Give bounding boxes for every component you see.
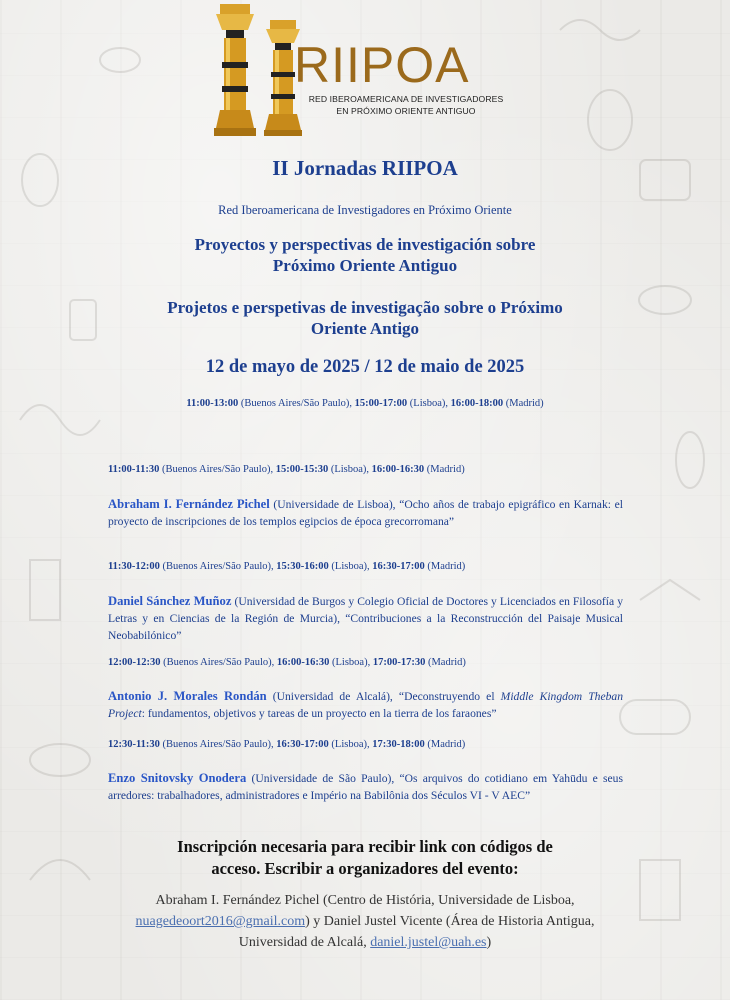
event-date: 12 de mayo de 2025 / 12 de maio de 2025 xyxy=(205,357,525,377)
session-3-time-ba: 12:00-12:30 xyxy=(108,657,161,668)
event-title: II Jornadas RIIPOA xyxy=(272,156,458,180)
theme-spanish-line1: Proyectos y perspectivas de investigación sobre xyxy=(194,235,536,254)
session-3-text-italic: Middle Kingdom Theban Project xyxy=(108,690,624,720)
session-1-talk xyxy=(108,496,623,530)
session-2-time-madrid: 16:30-17:00 xyxy=(372,561,425,572)
organizer-contact xyxy=(90,890,640,953)
theme-portuguese-line1: Projetos e perspetivas de investigação sobre o Próximo xyxy=(167,298,563,317)
session-4-time-ba: 12:30-11:30 xyxy=(108,739,160,750)
session-4-place-lisboa: (Lisboa), xyxy=(331,739,370,750)
session-1-time-madrid: 16:00-16:30 xyxy=(371,464,425,475)
registration-line1: Inscripción necesaria para recibir link con códigos de xyxy=(177,837,553,856)
contact-line2 xyxy=(90,911,640,932)
session-3-speaker: Antonio J. Morales Rondán xyxy=(108,689,267,703)
session-3-place-lisboa: (Lisboa), xyxy=(332,657,371,668)
session-3-time-madrid: 17:00-17:30 xyxy=(372,657,426,668)
session-1-time-lisboa: 15:00-15:30 xyxy=(275,464,329,475)
session-2-time-ba: 11:30-12:00 xyxy=(108,561,160,572)
logo-subtitle-line2: EN PRÓXIMO ORIENTE ANTIGUO xyxy=(336,106,476,116)
session-2-speaker: Daniel Sánchez Muñoz xyxy=(108,594,232,608)
session-2-text: (Universidad de Burgos y Colegio Oficial de Doctores y Licenciados en Filosofía y Letras y en Ciencias de la Región de Murcia), “Contribuciones a la Reconstrucción del Paisaje Musical Neobabilónico” xyxy=(108,595,623,642)
session-1-text: (Universidade de Lisboa), “Ocho años de trabajo epigráfico en Karnak: el proyecto de inscripciones de los templos egipcios de época grecorromana” xyxy=(108,498,623,528)
session-3-talk xyxy=(108,688,623,722)
network-name: Red Iberoamericana de Investigadores en Próximo Oriente xyxy=(218,203,512,217)
theme-portuguese-line2: Oriente Antigo xyxy=(310,319,420,338)
session-3-place-madrid: (Madrid) xyxy=(427,657,466,668)
email-link-fernandez[interactable]: nuagedeoort2016@gmail.com xyxy=(135,914,306,929)
place-buenos-aires: (Buenos Aires/São Paulo), xyxy=(240,398,353,409)
contact-line3-text: Universidad de Alcalá, xyxy=(238,935,367,950)
email-link-justel[interactable]: daniel.justel@uah.es xyxy=(370,935,487,950)
place-lisboa: (Lisboa), xyxy=(409,398,448,409)
place-madrid: (Madrid) xyxy=(505,398,544,409)
session-2-talk xyxy=(108,593,623,644)
session-2-place-madrid: (Madrid) xyxy=(427,561,466,572)
time-madrid: 16:00-18:00 xyxy=(450,398,504,409)
contact-line2-text: ) y Daniel Justel Vicente (Área de Historia Antigua, xyxy=(305,914,595,929)
registration-note xyxy=(90,836,640,880)
session-2-time-lisboa: 15:30-16:00 xyxy=(276,561,329,572)
session-4-place-madrid: (Madrid) xyxy=(427,739,466,750)
time-buenos-aires: 11:00-13:00 xyxy=(186,398,239,409)
contact-line1: Abraham I. Fernández Pichel (Centro de História, Universidade de Lisboa, xyxy=(155,893,575,908)
session-4-talk xyxy=(108,770,623,804)
session-2-place-ba: (Buenos Aires/São Paulo), xyxy=(162,561,274,572)
session-2-place-lisboa: (Lisboa), xyxy=(331,561,370,572)
session-3-text-before: (Universidad de Alcalá), “Deconstruyendo el xyxy=(272,690,495,703)
session-4-text: (Universidade de São Paulo), “Os arquivos do cotidiano em Yahūdu e seus arredores: trabalhadores, administradores e Império na Babilônia dos Séculos VI - V AEC” xyxy=(108,772,623,802)
session-3-text-after: : fundamentos, objetivos y tareas de un proyecto en la tierra de los faraones” xyxy=(141,707,497,720)
session-4-time-madrid: 17:30-18:00 xyxy=(372,739,425,750)
session-1-times xyxy=(108,464,623,475)
session-4-time-lisboa: 16:30-17:00 xyxy=(276,739,329,750)
theme-spanish xyxy=(0,234,730,276)
session-3-times xyxy=(108,657,623,668)
session-1-place-madrid: (Madrid) xyxy=(426,464,465,475)
session-1-time-ba: 11:00-11:30 xyxy=(108,464,160,475)
session-1-speaker: Abraham I. Fernández Pichel xyxy=(108,497,270,511)
logo-title: RIIPOA xyxy=(294,37,470,93)
theme-portuguese xyxy=(0,297,730,339)
session-4-times xyxy=(108,739,623,750)
session-2-times xyxy=(108,561,623,572)
session-4-speaker: Enzo Snitovsky Onodera xyxy=(108,771,247,785)
session-3-place-ba: (Buenos Aires/São Paulo), xyxy=(163,657,275,668)
session-3-time-lisboa: 16:00-16:30 xyxy=(276,657,330,668)
contact-line3 xyxy=(90,932,640,953)
logo-subtitle-line1: RED IBEROAMERICANA DE INVESTIGADORES xyxy=(308,94,504,104)
time-lisboa: 15:00-17:00 xyxy=(354,398,408,409)
registration-line2: acceso. Escribir a organizadores del evento: xyxy=(211,859,519,878)
theme-spanish-line2: Próximo Oriente Antiguo xyxy=(272,256,458,275)
session-1-place-ba: (Buenos Aires/São Paulo), xyxy=(161,464,274,475)
contact-line3-close: ) xyxy=(486,935,492,950)
overall-times xyxy=(0,398,730,409)
session-4-place-ba: (Buenos Aires/São Paulo), xyxy=(162,739,274,750)
session-1-place-lisboa: (Lisboa), xyxy=(330,464,370,475)
